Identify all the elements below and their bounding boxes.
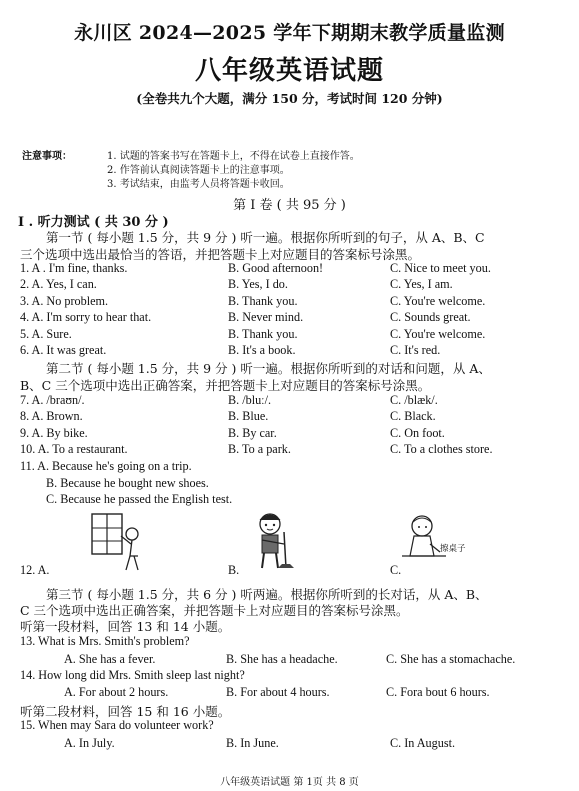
q8-option-b: B. Blue. xyxy=(228,409,269,423)
note-item: 3. 考试结束，由监考人员将答题卡收回。 xyxy=(107,179,290,190)
q14-option-b: B. For about 4 hours. xyxy=(226,685,330,699)
q14-option-c: C. Fora bout 6 hours. xyxy=(386,685,490,699)
q4-option-b: B. Never mind. xyxy=(228,310,304,324)
q11-option-a: 11. A. Because he's going on a trip. xyxy=(20,459,192,473)
q13-option-c: C. She has a stomachache. xyxy=(386,652,516,666)
section2-instruction: B、C 三个选项中选出正确答案，并把答题卡上对应题目的答案标号涂黑。 xyxy=(20,378,431,393)
q6-option-a: 6. A. It was great. xyxy=(20,343,107,357)
note-item: 1. 试题的答案书写在答题卡上，不得在试卷上直接作答。 xyxy=(107,151,360,162)
page-footer: 八年级英语试题 第 1页 共 8 页 xyxy=(220,777,359,788)
q1-option-a: 1. A . I'm fine, thanks. xyxy=(20,261,128,275)
q10-option-c: C. To a clothes store. xyxy=(390,442,493,456)
q15-option-a: A. In July. xyxy=(64,736,115,750)
q11-option-c: C. Because he passed the English test. xyxy=(46,492,233,506)
q8-option-a: 8. A. Brown. xyxy=(20,409,83,423)
q13-option-a: A. She has a fever. xyxy=(64,652,156,666)
q10-option-b: B. To a park. xyxy=(228,442,291,456)
exam-info: (全卷共九个大题，满分 150 分，考试时间 120 分钟) xyxy=(136,91,443,106)
q5-option-b: B. Thank you. xyxy=(228,327,298,341)
q3-option-a: 3. A. No problem. xyxy=(20,294,109,308)
section2-instruction: 第二节 ( 每小题 1.5 分，共 9 分 ) 听一遍。根据你所听到的对话和问题，从 A、 xyxy=(46,361,491,376)
q4-option-a: 4. A. I'm sorry to hear that. xyxy=(20,310,152,324)
section1-instruction: 第一节 ( 每小题 1.5 分，共 9 分 ) 听一遍。根据你所听到的句子，从 A、B、C xyxy=(46,230,485,245)
q2-option-b: B. Yes, I do. xyxy=(228,277,288,291)
notes-label: 注意事项： xyxy=(22,151,72,162)
section3-instruction: C 三个选项中选出正确答案，并把答题卡上对应题目的答案标号涂黑。 xyxy=(20,603,409,618)
q6-option-b: B. It's a book. xyxy=(228,343,296,357)
q7-option-b: B. /bluː/. xyxy=(228,393,272,407)
q2-option-a: 2. A. Yes, I can. xyxy=(20,277,97,291)
q15-stem: 15. When may Sara do volunteer work? xyxy=(20,718,214,732)
q1-option-c: C. Nice to meet you. xyxy=(390,261,491,275)
exam-title: 永川区 2024—2025 学年下期期末教学质量监测 xyxy=(74,22,505,44)
q15-option-b: B. In June. xyxy=(226,736,279,750)
section3-intro: 听第二段材料，回答 15 和 16 小题。 xyxy=(20,704,231,719)
q12-c-caption: 擦桌子 xyxy=(440,544,466,554)
volume-heading: 第 I 卷 ( 共 95 分 ) xyxy=(233,198,346,213)
q9-option-c: C. On foot. xyxy=(390,426,445,440)
q2-option-c: C. Yes, I am. xyxy=(390,277,453,291)
q9-option-a: 9. A. By bike. xyxy=(20,426,88,440)
sweeping-floor-picture xyxy=(242,510,306,574)
q12-option-c: C. xyxy=(390,563,402,577)
q9-option-b: B. By car. xyxy=(228,426,277,440)
q3-option-b: B. Thank you. xyxy=(228,294,298,308)
q5-option-c: C. You're welcome. xyxy=(390,327,486,341)
section3-instruction: 第三节 ( 每小题 1.5 分，共 6 分 ) 听两遍。根据你所听到的长对话，从 A、B、 xyxy=(46,587,488,602)
q1-option-b: B. Good afternoon! xyxy=(228,261,324,275)
q4-option-c: C. Sounds great. xyxy=(390,310,471,324)
q10-option-a: 10. A. To a restaurant. xyxy=(20,442,128,456)
q14-stem: 14. How long did Mrs. Smith sleep last night? xyxy=(20,668,245,682)
section1-instruction: 三个选项中选出最恰当的答语，并把答题卡上对应题目的答案标号涂黑。 xyxy=(20,247,421,262)
q6-option-c: C. It's red. xyxy=(390,343,441,357)
q8-option-c: C. Black. xyxy=(390,409,436,423)
window-cleaning-picture xyxy=(88,512,150,574)
subject-title: 八年级英语试题 xyxy=(194,56,384,86)
q12-option-b: B. xyxy=(228,563,240,577)
q3-option-c: C. You're welcome. xyxy=(390,294,486,308)
q7-option-a: 7. A. /braʊn/. xyxy=(20,393,85,407)
q13-stem: 13. What is Mrs. Smith's problem? xyxy=(20,634,190,648)
note-item: 2. 作答前认真阅读答题卡上的注意事项。 xyxy=(107,165,290,176)
q11-option-b: B. Because he bought new shoes. xyxy=(46,476,209,490)
q14-option-a: A. For about 2 hours. xyxy=(64,685,169,699)
q15-option-c: C. In August. xyxy=(390,736,456,750)
section3-intro: 听第一段材料，回答 13 和 14 小题。 xyxy=(20,619,231,634)
q7-option-c: C. /blæk/. xyxy=(390,393,438,407)
q12-option-a: 12. A. xyxy=(20,563,50,577)
part-heading: I . 听力测试 ( 共 30 分 ) xyxy=(18,215,169,230)
q5-option-a: 5. A. Sure. xyxy=(20,327,72,341)
q13-option-b: B. She has a headache. xyxy=(226,652,338,666)
